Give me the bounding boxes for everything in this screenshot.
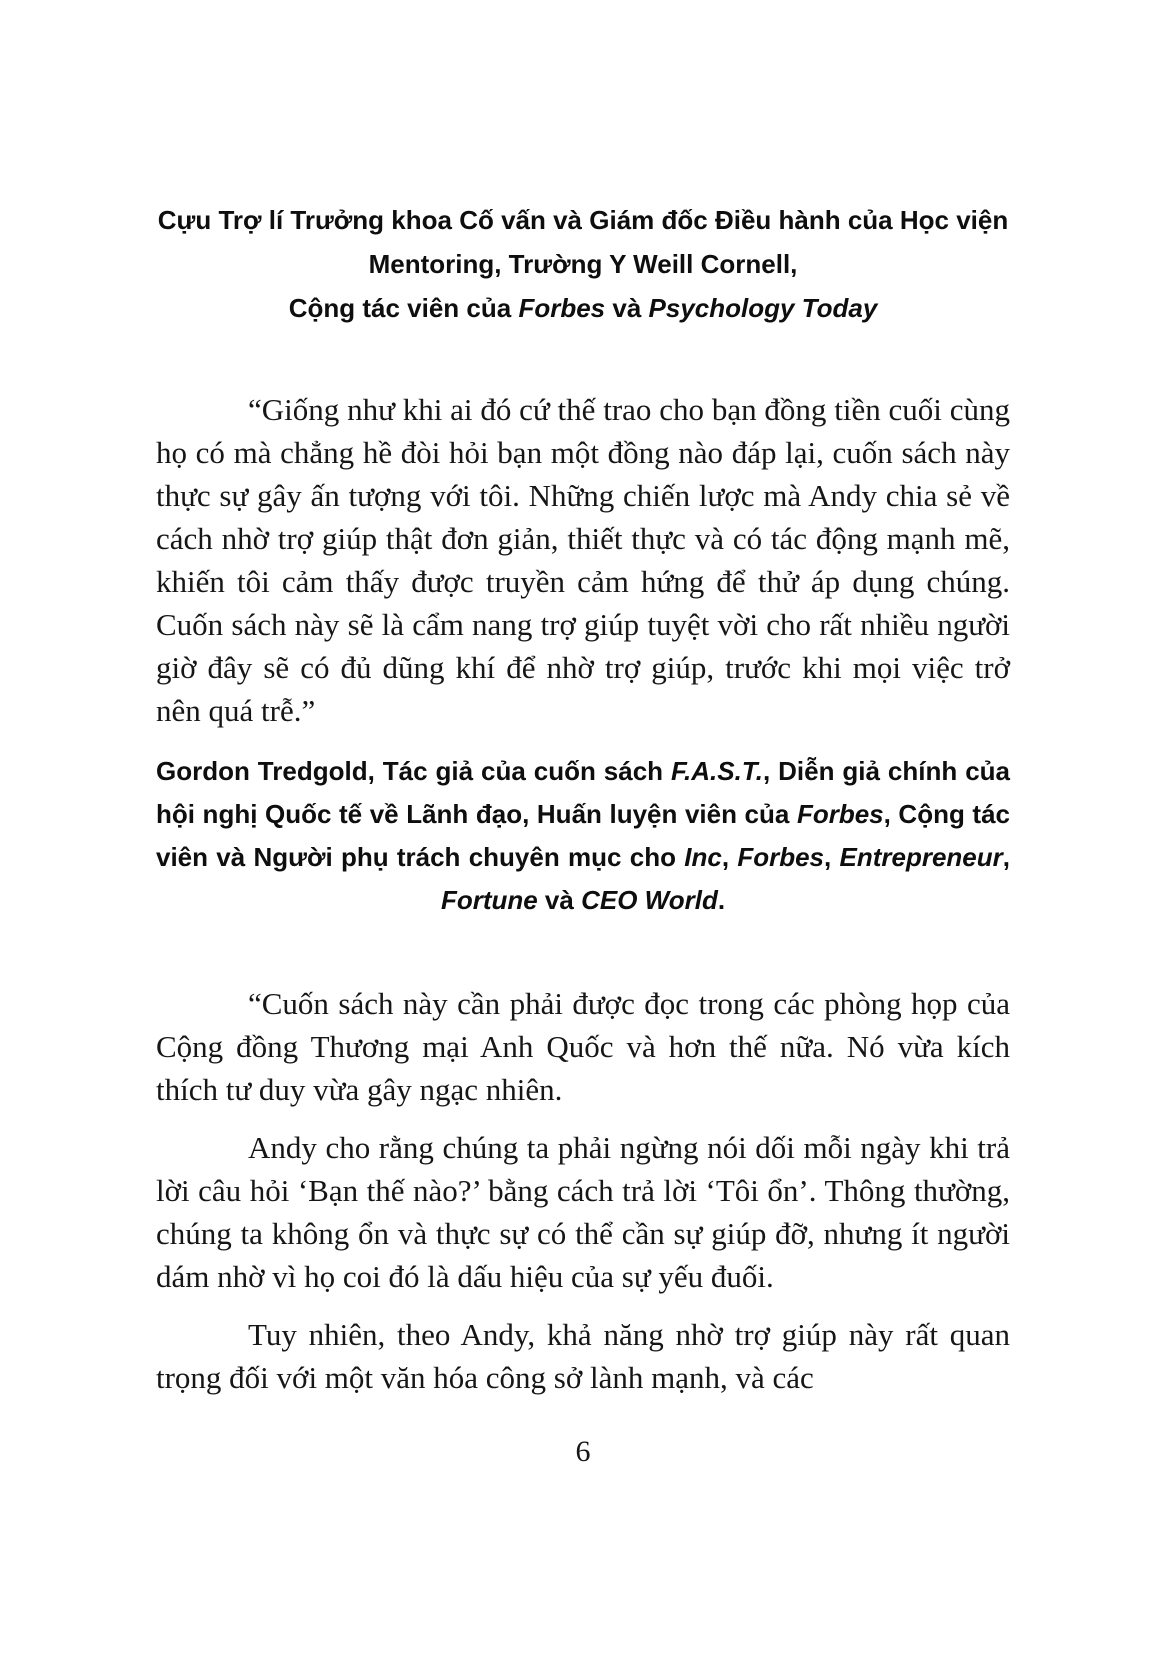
testimonial-quote-2-paragraph-1: “Cuốn sách này cần phải được đọc trong các phòng họp của Cộng đồng Thương mại Anh Quốc và hơn thế nữa. Nó vừa kích thích tư duy vừa gây ngạc nhiên. — [156, 986, 1010, 1107]
testimonial-quote-2-paragraph-2: Andy cho rằng chúng ta phải ngừng nói dối mỗi ngày khi trả lời câu hỏi ‘Bạn thế nào?’ bằng cách trả lời ‘Tôi ổn’. Thông thường, chúng ta không ổn và thực sự có thể cần sự giúp đỡ, nhưng ít người dám nhờ vì họ coi đó là dấu hiệu của sự yếu đuối. — [156, 1130, 1010, 1294]
page-number: 6 — [575, 1435, 591, 1468]
testimonial-attribution: Gordon Tredgold, Tác giả của cuốn sách F.A.S.T., Diễn giả chính của hội nghị Quốc tế về Lãnh đạo, Huấn luyện viên của Forbes, Cộng tác viên và Người phụ trách chuyên mục cho Inc, Forbes, Entrepreneur, Fortune và CEO World. — [156, 756, 1010, 915]
affiliation-heading — [156, 198, 1010, 330]
affiliation-line-1: Cựu Trợ lí Trưởng khoa Cố vấn và Giám đốc Điều hành của Học viện — [157, 205, 1009, 235]
affiliation-line-3: Cộng tác viên của Forbes và Psychology Today — [288, 293, 878, 323]
testimonial-quote-2-paragraph-3: Tuy nhiên, theo Andy, khả năng nhờ trợ giúp này rất quan trọng đối với một văn hóa công sở lành mạnh, và các — [156, 1317, 1010, 1395]
testimonial-quote-1: “Giống như khi ai đó cứ thế trao cho bạn đồng tiền cuối cùng họ có mà chẳng hề đòi hỏi bạn một đồng nào đáp lại, cuốn sách này thực sự gây ấn tượng với tôi. Những chiến lược mà Andy chia sẻ về cách nhờ trợ giúp thật đơn giản, thiết thực và có tác động mạnh mẽ, khiến tôi cảm thấy được truyền cảm hứng để thử áp dụng chúng. Cuốn sách này sẽ là cẩm nang trợ giúp tuyệt vời cho rất nhiều người giờ đây sẽ có đủ dũng khí để nhờ trợ giúp, trước khi mọi việc trở nên quá trễ.” — [156, 392, 1010, 728]
affiliation-line-2: Mentoring, Trường Y Weill Cornell, — [368, 249, 798, 279]
